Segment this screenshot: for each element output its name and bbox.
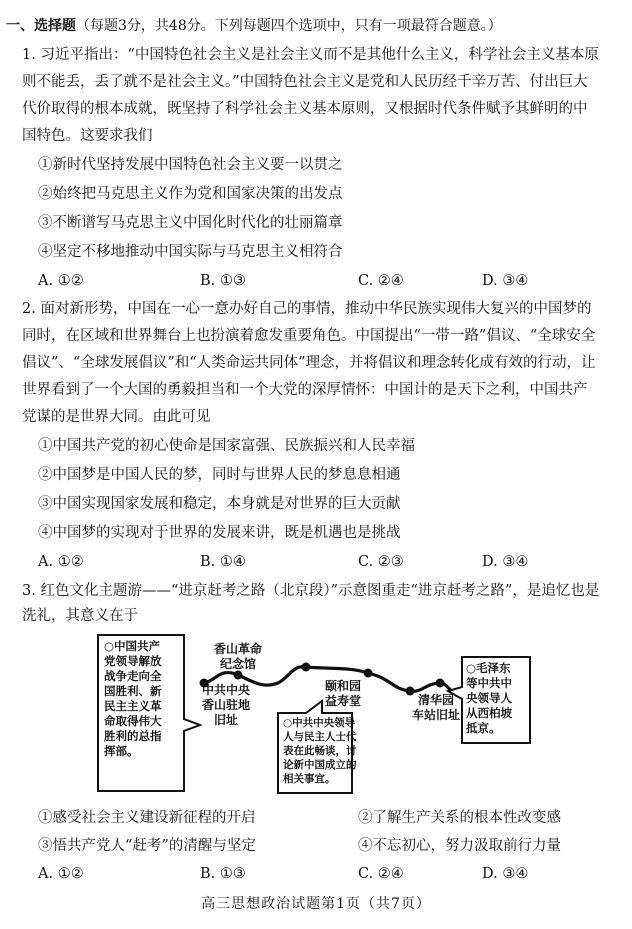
q1-item: ①新时代坚持发展中国特色社会主义要一以贯之 <box>38 157 343 173</box>
q1-option-b[interactable]: B. ①③ <box>200 273 246 289</box>
q3-item: ③悟共产党人“赶考”的清醒与坚定 <box>38 838 256 854</box>
q3-item: ④不忘初心，努力汲取前行力量 <box>358 838 561 854</box>
q1-item: ②始终把马克思主义作为党和国家决策的出发点 <box>38 186 343 202</box>
stop-label-summer-palace: 颐和园 益寿堂 <box>324 679 361 708</box>
q2-option-d[interactable]: D. ③④ <box>482 554 529 570</box>
q3-option-b[interactable]: B. ①③ <box>200 866 246 882</box>
q1-item: ③不断谱写马克思主义中国化时代化的壮丽篇章 <box>38 215 343 231</box>
bubble-middle-text: ○中共中央领导 人与民主人士代 表在此畅谈，讨 论新中国成立的 相关事宜。 <box>283 717 357 785</box>
q2-stem-line: 倡议”、“全球发展倡议”和“人类命运共同体”理念，并将倡议和理念转化成有效的行动，让 <box>22 355 596 371</box>
q2-item: ③中国实现国家发展和稳定，本身就是对世界的巨大贡献 <box>38 496 401 512</box>
q3-option-d[interactable]: D. ③④ <box>482 866 529 882</box>
q1-stem-line: 则不能丢，丢了就不是社会主义。”中国特色社会主义是党和人民历经千辛万苦、付出巨大 <box>22 74 588 90</box>
stop-label-xiangshan-memorial: 香山革命 纪念馆 <box>213 642 262 671</box>
q1-option-a[interactable]: A. ①② <box>38 273 84 289</box>
q2-option-a[interactable]: A. ①② <box>38 554 84 570</box>
q2-stem-line: 党谋的是世界大同。由此可见 <box>22 409 211 425</box>
section-title: 一、选择题 <box>6 18 76 34</box>
stop-label-qinghuayuan-station: 清华园 车站旧址 <box>411 693 460 722</box>
q2-stem-line: 2. 面对新形势，中国在一心一意办好自己的事情，推动中华民族实现伟大复兴的中国梦的 <box>22 301 592 317</box>
q3-stem-line: 3. 红色文化主题游——“进京赶考之路（北京段）”示意图重走“进京赶考之路”，是追忆也是 <box>22 583 600 599</box>
bubble-right-text: ○毛泽东 等中共中 央领导人 从西柏坡 抵京。 <box>466 661 512 735</box>
section-header <box>6 16 502 36</box>
q2-option-b[interactable]: B. ①④ <box>200 554 246 570</box>
q2-options <box>38 552 598 572</box>
q3-stem-line: 洗礼，其意义在于 <box>22 608 138 624</box>
q1-stem-line: 代价取得的根本成就，既坚持了科学社会主义基本原则，又根据时代条件赋予其鲜明的中 <box>22 101 588 117</box>
q2-option-c[interactable]: C. ②③ <box>358 554 404 570</box>
q2-item: ②中国梦是中国人民的梦，同时与世界人民的梦息息相通 <box>38 467 401 483</box>
q3-option-c[interactable]: C. ②④ <box>358 866 404 882</box>
q1-stem-line: 国特色。这要求我们 <box>22 128 153 144</box>
route-diagram <box>92 627 544 797</box>
stop-marker <box>302 663 311 672</box>
q3-options <box>38 864 598 884</box>
q1-options <box>38 271 598 291</box>
stop-marker <box>364 669 373 678</box>
q3-item: ①感受社会主义建设新征程的开启 <box>38 810 256 826</box>
q1-stem-line: 1. 习近平指出：“中国特色社会主义是社会主义而不是其他什么主义，科学社会主义基本原 <box>22 47 599 63</box>
q2-stem-line: 世界看到了一个大国的勇毅担当和一个大党的深厚情怀：中国计的是天下之利，中国共产 <box>22 382 588 398</box>
q3-option-a[interactable]: A. ①② <box>38 866 84 882</box>
q2-item: ④中国梦的实现对于世界的发展来讲，既是机遇也是挑战 <box>38 525 401 541</box>
bubble-left-text: ○中国共产 党领导解放 战争走向全 国胜利、新 民主主义革 命取得伟大 胜利的总指 挥部。 <box>104 639 162 758</box>
stop-marker <box>436 679 445 688</box>
q1-option-d[interactable]: D. ③④ <box>482 273 529 289</box>
q3-item: ②了解生产关系的根本性改变感 <box>358 810 561 826</box>
section-note: （每题3分，共48分。下列每题四个选项中，只有一项最符合题意。） <box>76 18 502 34</box>
q1-option-c[interactable]: C. ②④ <box>358 273 404 289</box>
q2-stem-line: 同时，在区域和世界舞台上也扮演着愈发重要角色。中国提出“一带一路”倡议、“全球安全 <box>22 328 596 344</box>
page-footer: 高三思想政治试题第1页（共7页） <box>201 896 431 912</box>
q2-item: ①中国共产党的初心使命是国家富强、民族振兴和人民幸福 <box>38 438 415 454</box>
stop-label-xiangshan-site: 中共中央 香山驻地 旧址 <box>201 683 250 727</box>
q1-item: ④坚定不移地推动中国实际与马克思主义相符合 <box>38 244 343 260</box>
